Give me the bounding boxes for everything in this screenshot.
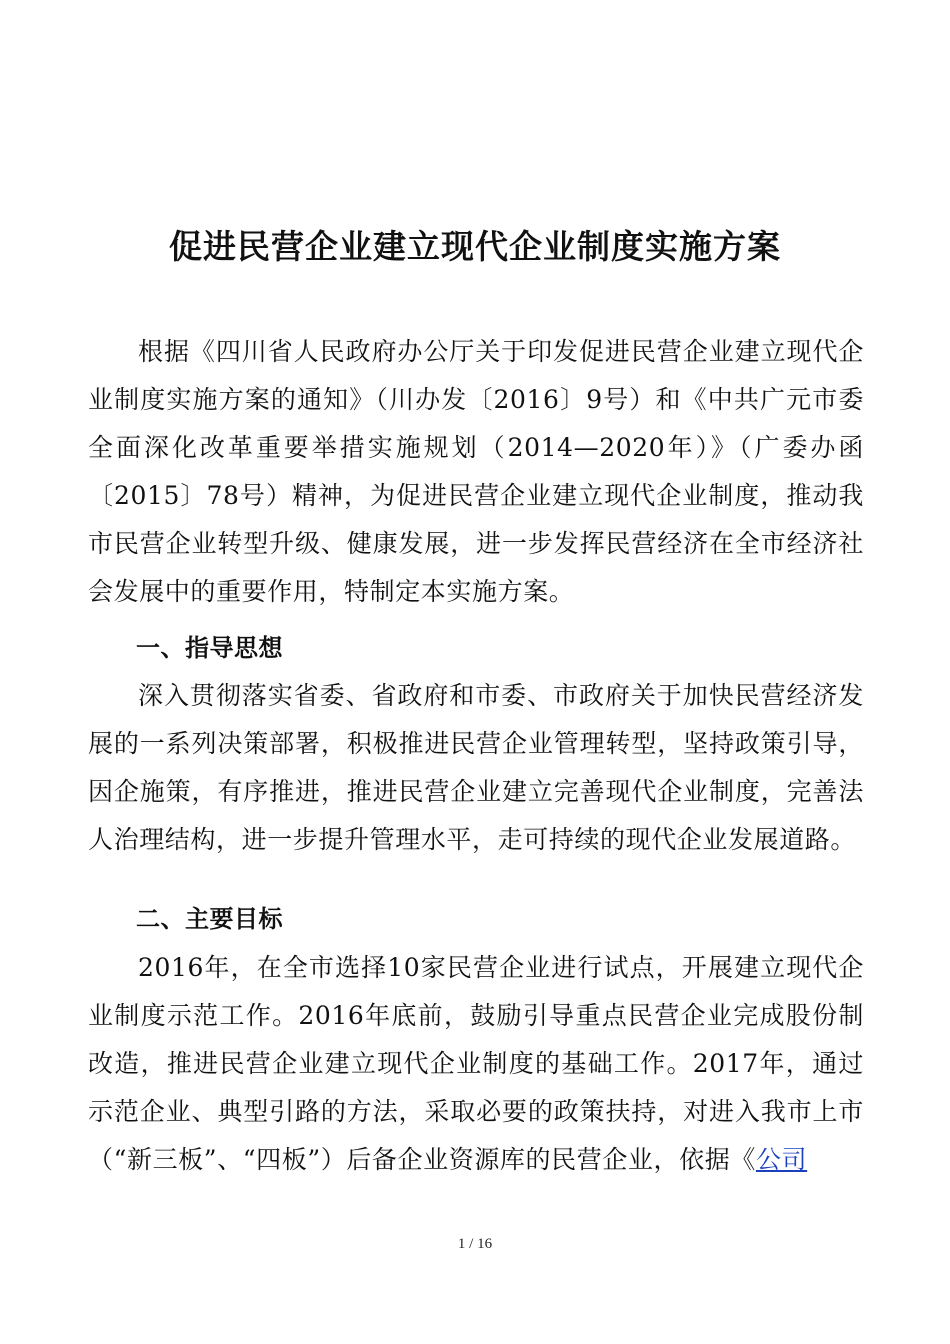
section-heading-2: 二、主要目标 [136,905,283,933]
section-1-body [88,672,864,864]
intro-section [88,328,864,616]
section-1-paragraph: 深入贯彻落实省委、省政府和市委、市政府关于加快民营经济发展的一系列决策部署，积极推进民营企业管理转型，坚持政策引导，因企施策，有序推进，推进民营企业建立完善现代企业制度，完善法人治理结构，进一步提升管理水平，走可持续的现代企业发展道路。 [88,681,864,854]
section-2-text: 2016年，在全市选择10家民营企业进行试点，开展建立现代企业制度示范工作。2016年底前，鼓励引导重点民营企业完成股份制改造，推进民营企业建立现代企业制度的基础工作。2017年，通过示范企业、典型引路的方法，采取必要的政策扶持，对进入我市上市（“新三板”、“四板”）后备企业资源库的民营企业，依据《 [88,953,864,1174]
document-title: 促进民营企业建立现代企业制度实施方案 [169,227,781,266]
intro-paragraph: 根据《四川省人民政府办公厅关于印发促进民营企业建立现代企业制度实施方案的通知》（川办发〔2016〕9号）和《中共广元市委全面深化改革重要举措实施规划（2014—2020年）》（广委办函〔2015〕78号）精神，为促进民营企业建立现代企业制度，推动我市民营企业转型升级、健康发展，进一步发挥民营经济在全市经济社会发展中的重要作用，特制定本实施方案。 [88,337,864,606]
section-guiding-ideology [88,624,864,672]
section-2-paragraph [88,944,864,1184]
section-main-goals [88,895,864,943]
company-law-link[interactable]: 公司 [755,1145,808,1174]
section-2-body [88,944,864,1184]
page-indicator: 1 / 16 [457,1236,493,1252]
section-heading-1: 一、指导思想 [136,634,283,662]
